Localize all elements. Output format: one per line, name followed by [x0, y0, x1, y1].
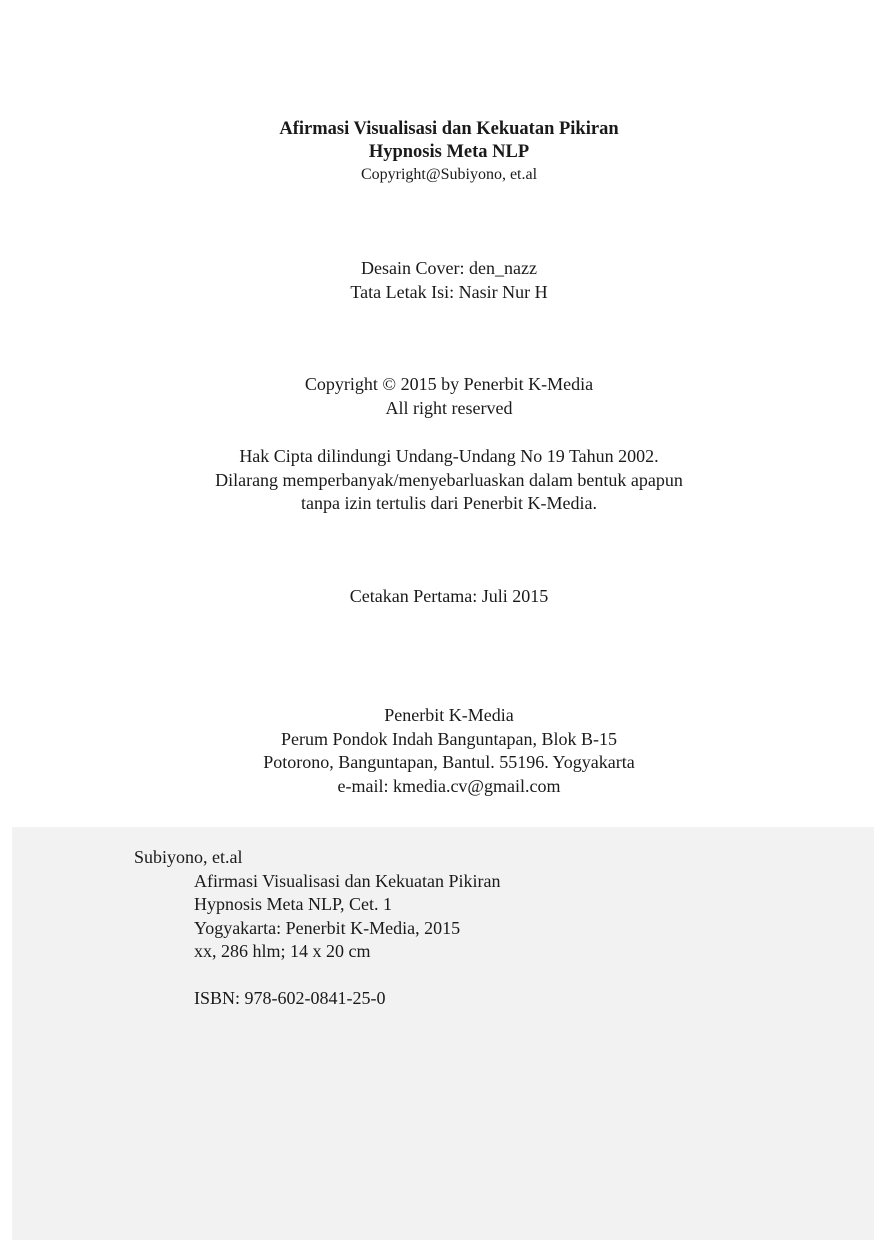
law-line-2: Dilarang memperbanyak/menyebarluaskan dalam bentuk apapun — [215, 469, 683, 490]
catalog-content — [134, 846, 501, 1011]
catalog-author: Subiyono, et.al — [134, 847, 243, 867]
catalog-subtitle: Hypnosis Meta NLP, Cet. 1 — [194, 894, 392, 914]
book-title: Afirmasi Visualisasi dan Kekuatan Pikiran — [279, 119, 619, 139]
cover-design-credit: Desain Cover: den_nazz — [361, 258, 537, 278]
edition-text: Cetakan Pertama: Juli 2015 — [349, 586, 549, 606]
publisher-info — [0, 704, 874, 798]
catalog-imprint: Yogyakarta: Penerbit K-Media, 2015 — [194, 917, 461, 938]
print-edition — [0, 585, 874, 609]
catalog-details — [134, 870, 501, 964]
rights-block — [0, 373, 874, 420]
catalog-record — [12, 827, 874, 1240]
catalog-physical: xx, 286 hlm; 14 x 20 cm — [194, 941, 371, 961]
catalog-title: Afirmasi Visualisasi dan Kekuatan Pikiran — [194, 870, 501, 891]
author-copyright: Copyright@Subiyono, et.al — [360, 166, 538, 183]
publisher-name: Penerbit K-Media — [384, 705, 514, 725]
rights-reserved: All right reserved — [385, 397, 513, 418]
publisher-address-2: Potorono, Banguntapan, Bantul. 55196. Yogyakarta — [263, 752, 635, 772]
publisher-address-1: Perum Pondok Indah Banguntapan, Blok B-15 — [281, 728, 617, 749]
title-block — [0, 118, 874, 186]
credits-block — [0, 257, 874, 304]
law-line-3: tanpa izin tertulis dari Penerbit K-Media. — [301, 493, 597, 513]
catalog-isbn: ISBN: 978-602-0841-25-0 — [194, 988, 386, 1008]
publisher-copyright: Copyright © 2015 by Penerbit K-Media — [304, 374, 594, 394]
law-notice — [0, 445, 874, 516]
book-subtitle: Hypnosis Meta NLP — [368, 142, 530, 162]
catalog-isbn-block — [134, 987, 501, 1011]
publisher-email: e-mail: kmedia.cv@gmail.com — [337, 775, 561, 796]
layout-credit: Tata Letak Isi: Nasir Nur H — [350, 281, 548, 302]
law-line-1: Hak Cipta dilindungi Undang-Undang No 19 Tahun 2002. — [239, 446, 659, 466]
